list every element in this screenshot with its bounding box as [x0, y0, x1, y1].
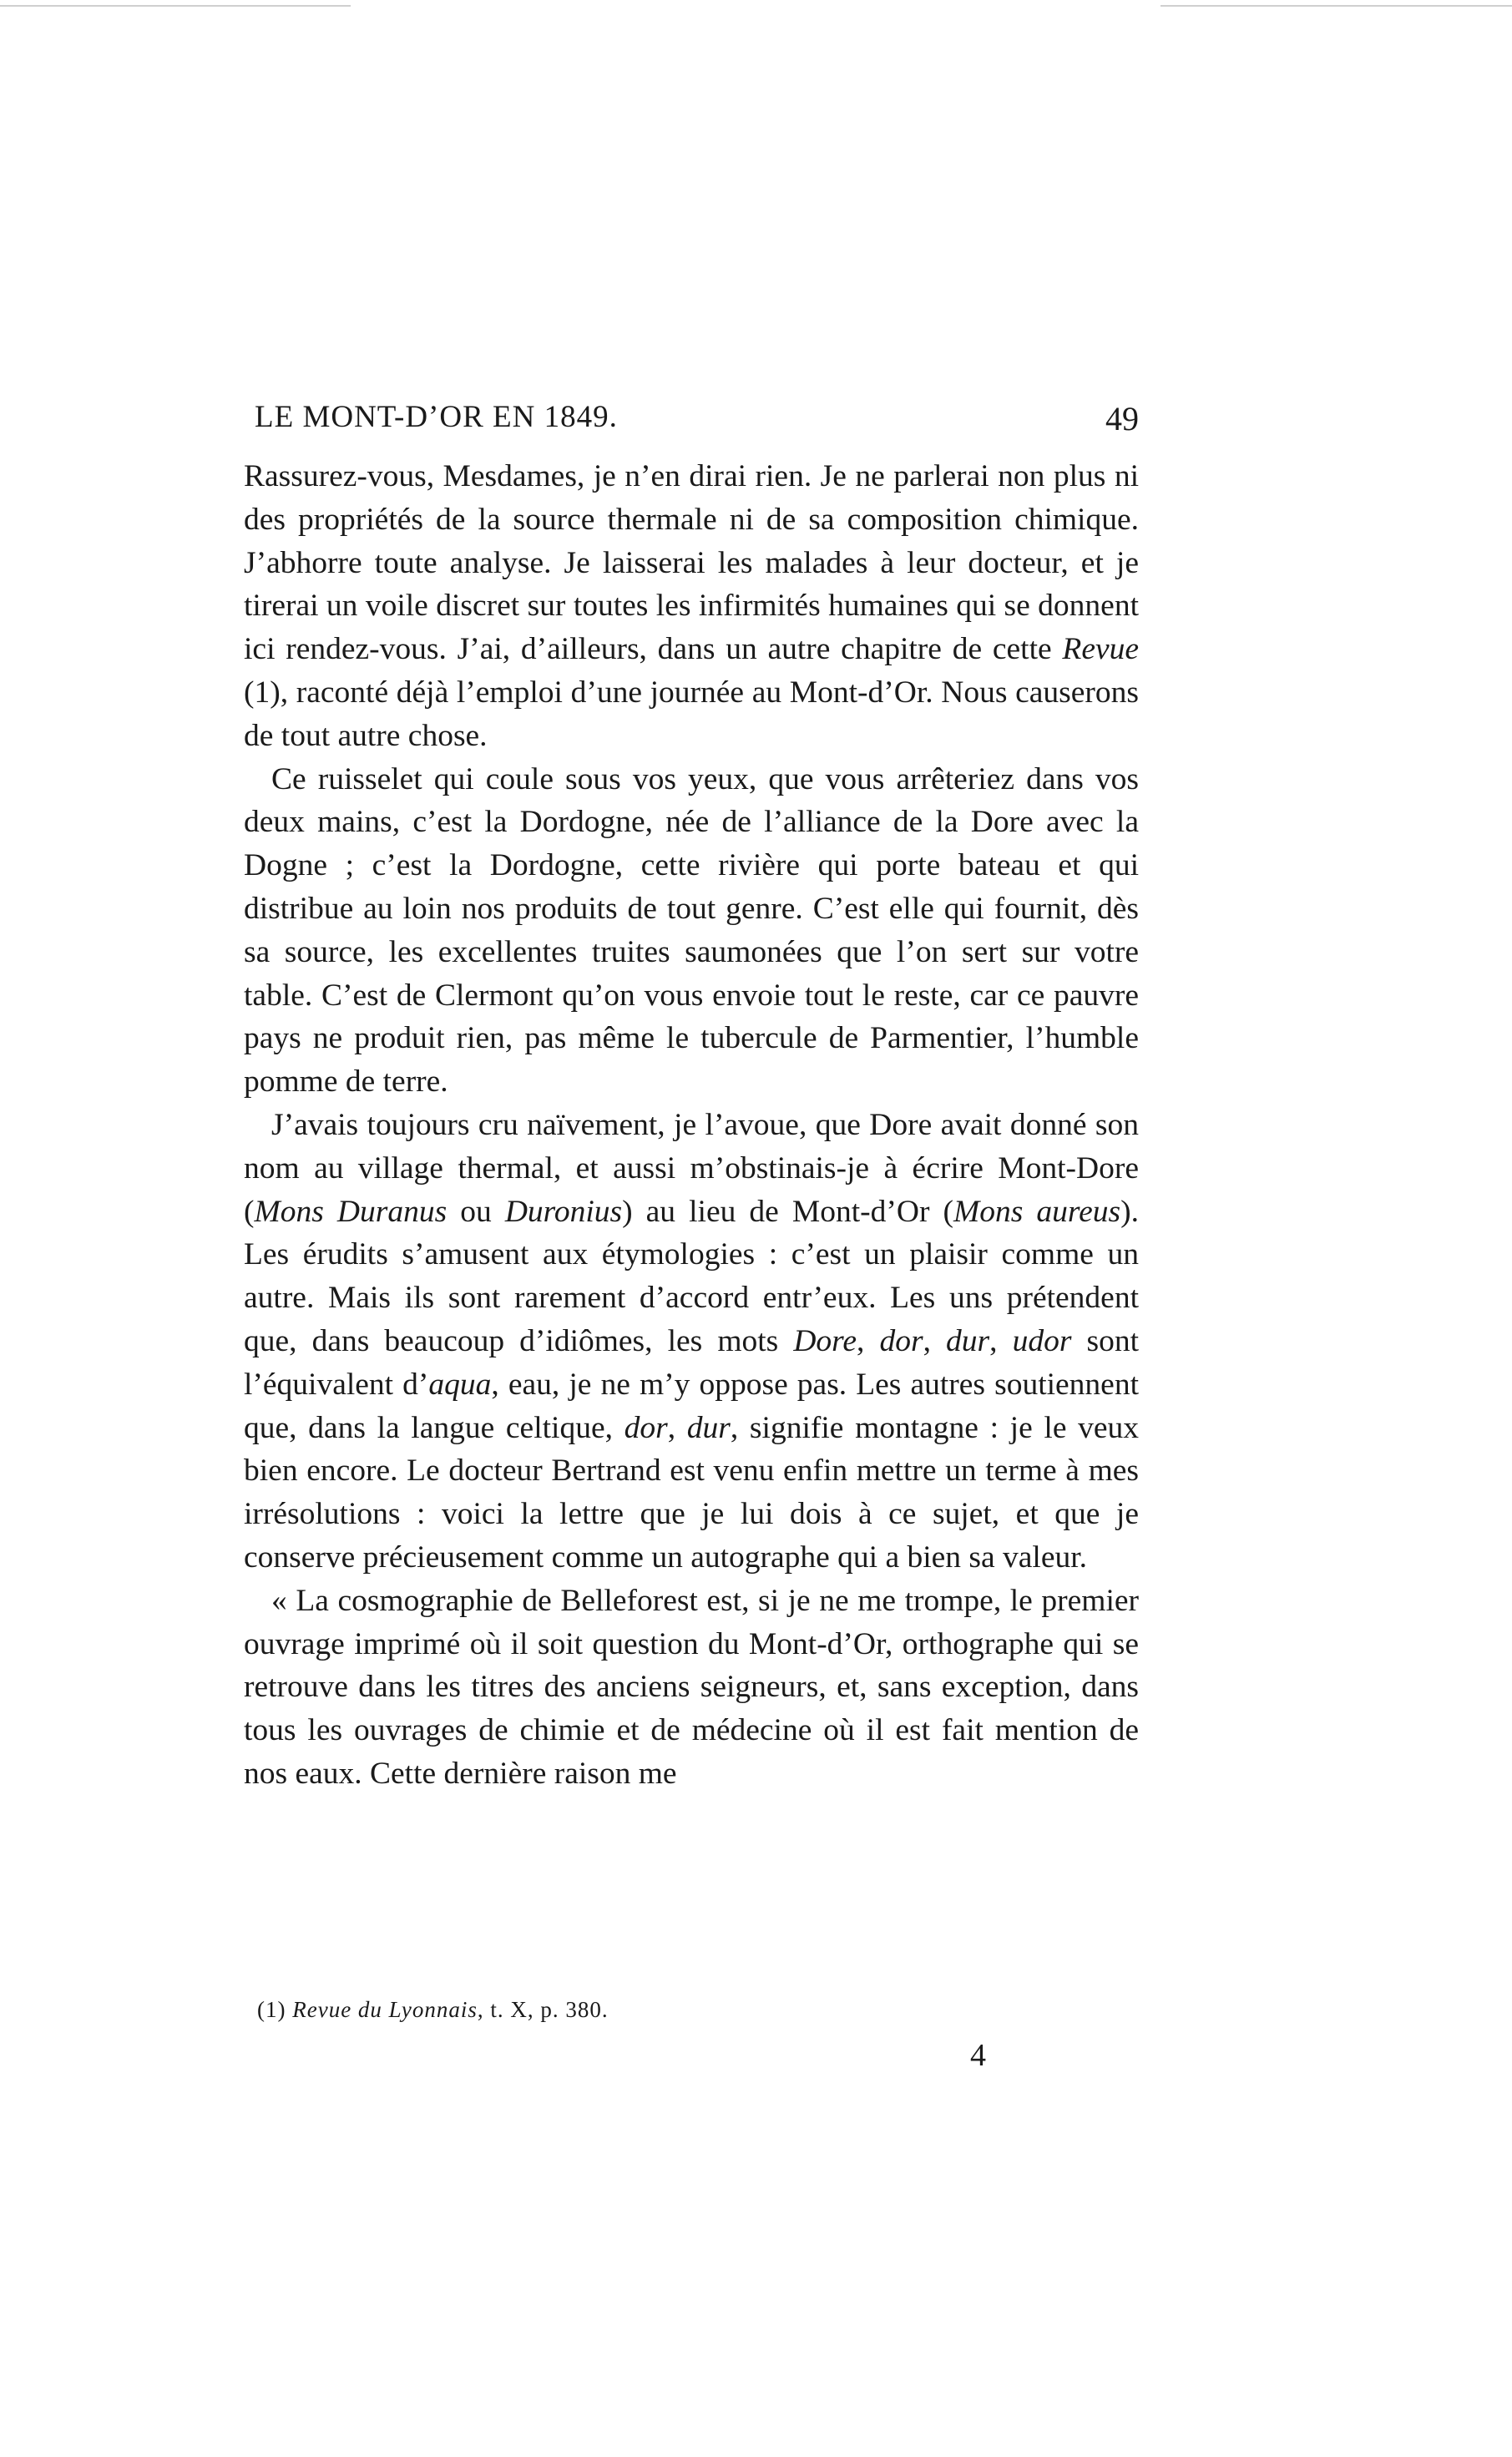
footnote-reference: , t. X, p. 380. [477, 1997, 609, 2022]
italic-text: Dore [793, 1323, 857, 1358]
italic-text: dur [686, 1410, 731, 1445]
footnote-marker: (1) [257, 1997, 293, 2022]
text-run: , [989, 1323, 1013, 1358]
signature-mark: 4 [970, 2038, 986, 2073]
top-edge-rule [0, 5, 351, 7]
body-text [244, 455, 1139, 1796]
running-title: LE MONT-D’OR EN 1849. [255, 400, 618, 434]
text-run: J’avais toujours cru naïvement, je l’avoue, que Dore avait donné son nom au village thermal, et aussi m’obstinais-je à écrire Mont-Dore ( [244, 1107, 1139, 1229]
text-run: ). Les érudits s’amusent aux étymologies : c’est un plaisir comme un autre. Mais ils sont rarement d’accord entr’eux. Les uns prétendent que, dans beaucoup d’idiômes, les mots [244, 1194, 1139, 1358]
text-run: Ce ruisselet qui coule sous vos yeux, que vous arrêteriez dans vos deux mains, c’est la Dordogne, née de l’alliance de la Dore avec la Dogne ; c’est la Dordogne, cette rivière qui porte bateau et qui distribue au loin nos produits de tout genre. C’est elle qui fournit, dès sa source, les excellentes truites saumonées que l’on sert sur votre table. C’est de Clermont qu’on vous envoie tout le reste, car ce pauvre pays ne produit rien, pas même le tubercule de Parmentier, l’humble pomme de terre. [244, 761, 1139, 1100]
paragraph [244, 1104, 1139, 1580]
text-run: , [667, 1410, 687, 1445]
text-run: , eau, je ne m’y oppose pas. Les autres soutiennent que, dans la langue celtique, [244, 1367, 1139, 1445]
italic-text: Mons Duranus [254, 1194, 448, 1229]
italic-text: Duronius [504, 1194, 623, 1229]
italic-text: Revue [1062, 632, 1139, 667]
top-edge-rule-2 [1161, 5, 1512, 7]
paragraph [244, 455, 1139, 758]
paragraph [244, 758, 1139, 1104]
text-run: , [857, 1323, 880, 1358]
footnote [257, 1997, 609, 2023]
italic-text: udor [1012, 1323, 1072, 1358]
text-run: sont l’équivalent d’ [244, 1323, 1140, 1402]
italic-text: dor [624, 1410, 668, 1445]
text-run: « La cosmographie de Belleforest est, si je ne me trompe, le premier ouvrage imprimé où il soit question du Mont-d’Or, orthographe qui se retrouve dans les titres des anciens seigneurs, et, sans exception, dans tous les ouvrages de chimie et de médecine où il est fait mention de nos eaux. Cette dernière raison me [244, 1583, 1139, 1791]
footnote-journal: Revue du Lyonnais [292, 1997, 478, 2022]
text-run: ou [447, 1194, 505, 1229]
italic-text: dur [946, 1323, 990, 1358]
page-number: 49 [1105, 400, 1139, 437]
paragraph [244, 1580, 1139, 1796]
text-run: , [923, 1323, 947, 1358]
italic-text: Mons aureus [953, 1194, 1121, 1229]
text-run: (1), raconté déjà l’emploi d’une journée au Mont-d’Or. Nous causerons de tout autre chose. [244, 675, 1139, 753]
page-header [0, 399, 1139, 449]
italic-text: aqua [428, 1367, 492, 1402]
text-run: Rassurez-vous, Mesdames, je n’en dirai rien. Je ne parlerai non plus ni des propriétés de la source thermale ni de sa composition chimique. J’abhorre toute analyse. Je laisserai les malades à leur docteur, et je tirerai un voile discret sur toutes les infirmités humaines qui se donnent ici rendez-vous. J’ai, d’ailleurs, dans un autre chapitre de cette [244, 459, 1139, 667]
text-run: , signifie montagne : je le veux bien encore. Le docteur Bertrand est venu enfin mettre un terme à mes irrésolutions : voici la lettre que je lui dois à ce sujet, et que je conserve précieusement comme un autographe qui a bien sa valeur. [244, 1410, 1140, 1575]
text-run: ) au lieu de Mont-d’Or ( [622, 1194, 954, 1229]
italic-text: dor [879, 1323, 923, 1358]
